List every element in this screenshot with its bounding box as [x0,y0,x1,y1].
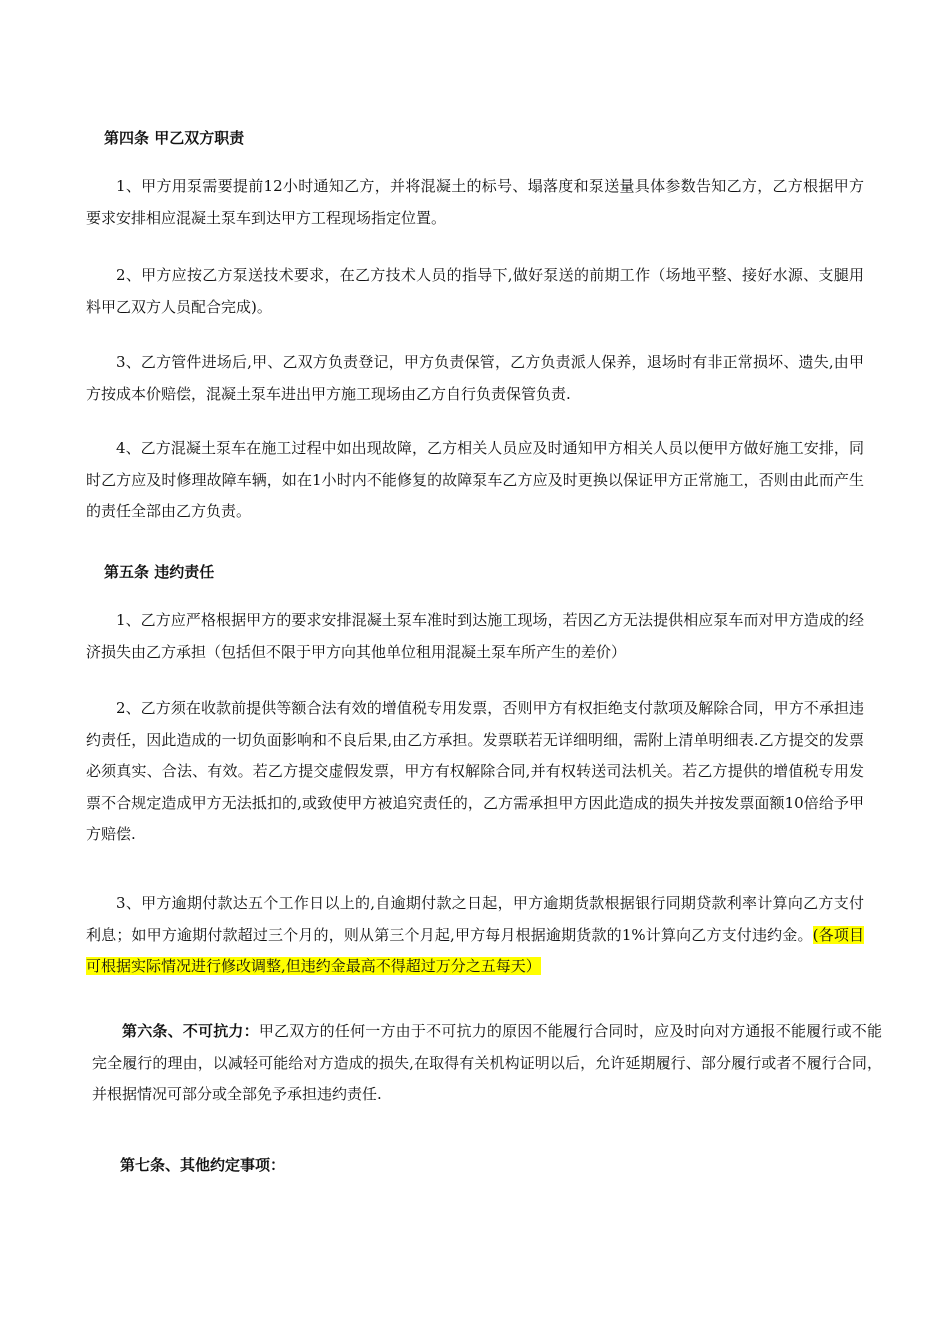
article-4-heading: 第四条 甲乙双方职责 [104,129,245,147]
article-4-item-4: 4、乙方混凝土泵车在施工过程中如出现故障，乙方相关人员应及时通知甲方相关人员以便甲方做好施工安排，同时乙方应及时修理故障车辆，如在1小时内不能修复的故障泵车乙方应及时更换以保证甲方正常施工，否则由此而产生的责任全部由乙方负责。 [86,439,864,520]
article-4-item-3: 3、乙方管件进场后,甲、乙双方负责登记，甲方负责保管，乙方负责派人保养，退场时有非正常损坏、遗失,由甲方按成本价赔偿，混凝土泵车进出甲方施工现场由乙方自行负责保管负责. [86,353,864,403]
article-5-item-3 [86,888,864,983]
article-5-item-2: 2、乙方须在收款前提供等额合法有效的增值税专用发票，否则甲方有权拒绝支付款项及解除合同，甲方不承担违约责任，因此造成的一切负面影响和不良后果,由乙方承担。发票联若无详细明细，需附上清单明细表.乙方提交的发票必须真实、合法、有效。若乙方提交虚假发票，甲方有权解除合同,并有权转送司法机关。若乙方提供的增值税专用发票不合规定造成甲方无法抵扣的,或致使甲方被追究责任的，乙方需承担甲方因此造成的损失并按发票面额10倍给予甲方赔偿. [86,699,864,843]
article-4-item-1: 1、甲方用泵需要提前12小时通知乙方，并将混凝土的标号、塌落度和泵送量具体参数告知乙方，乙方根据甲方要求安排相应混凝土泵车到达甲方工程现场指定位置。 [86,177,864,227]
article-7-heading: 第七条、其他约定事项： [120,1156,286,1174]
article-5-heading: 第五条 违约责任 [104,563,215,581]
article-6-paragraph [92,1016,882,1111]
highlighted-note: (各项目可根据实际情况进行修改调整,但违约金最高不得超过万分之五每天） [86,925,864,975]
article-6-body: 甲乙双方的任何一方由于不可抗力的原因不能履行合同时，应及时向对方通报不能履行或不能完全履行的理由，以减轻可能给对方造成的损失,在取得有关机构证明以后，允许延期履行、部分履行或者不履行合同，并根据情况可部分或全部免予承担违约责任. [92,1022,882,1103]
article-4-item-2: 2、甲方应按乙方泵送技术要求，在乙方技术人员的指导下,做好泵送的前期工作（场地平整、接好水源、支腿用料甲乙双方人员配合完成)。 [86,266,864,316]
article-5-item-3-text: 3、甲方逾期付款达五个工作日以上的,自逾期付款之日起，甲方逾期货款根据银行同期贷款利率计算向乙方支付利息；如甲方逾期付款超过三个月的，则从第三个月起,甲方每月根据逾期货款的1%计算向乙方支付违约金。 [86,894,864,944]
article-5-item-1: 1、乙方应严格根据甲方的要求安排混凝土泵车准时到达施工现场，若因乙方无法提供相应泵车而对甲方造成的经济损失由乙方承担（包括但不限于甲方向其他单位租用混凝土泵车所产生的差价） [86,611,864,661]
article-6-heading: 第六条、不可抗力： [122,1022,259,1040]
